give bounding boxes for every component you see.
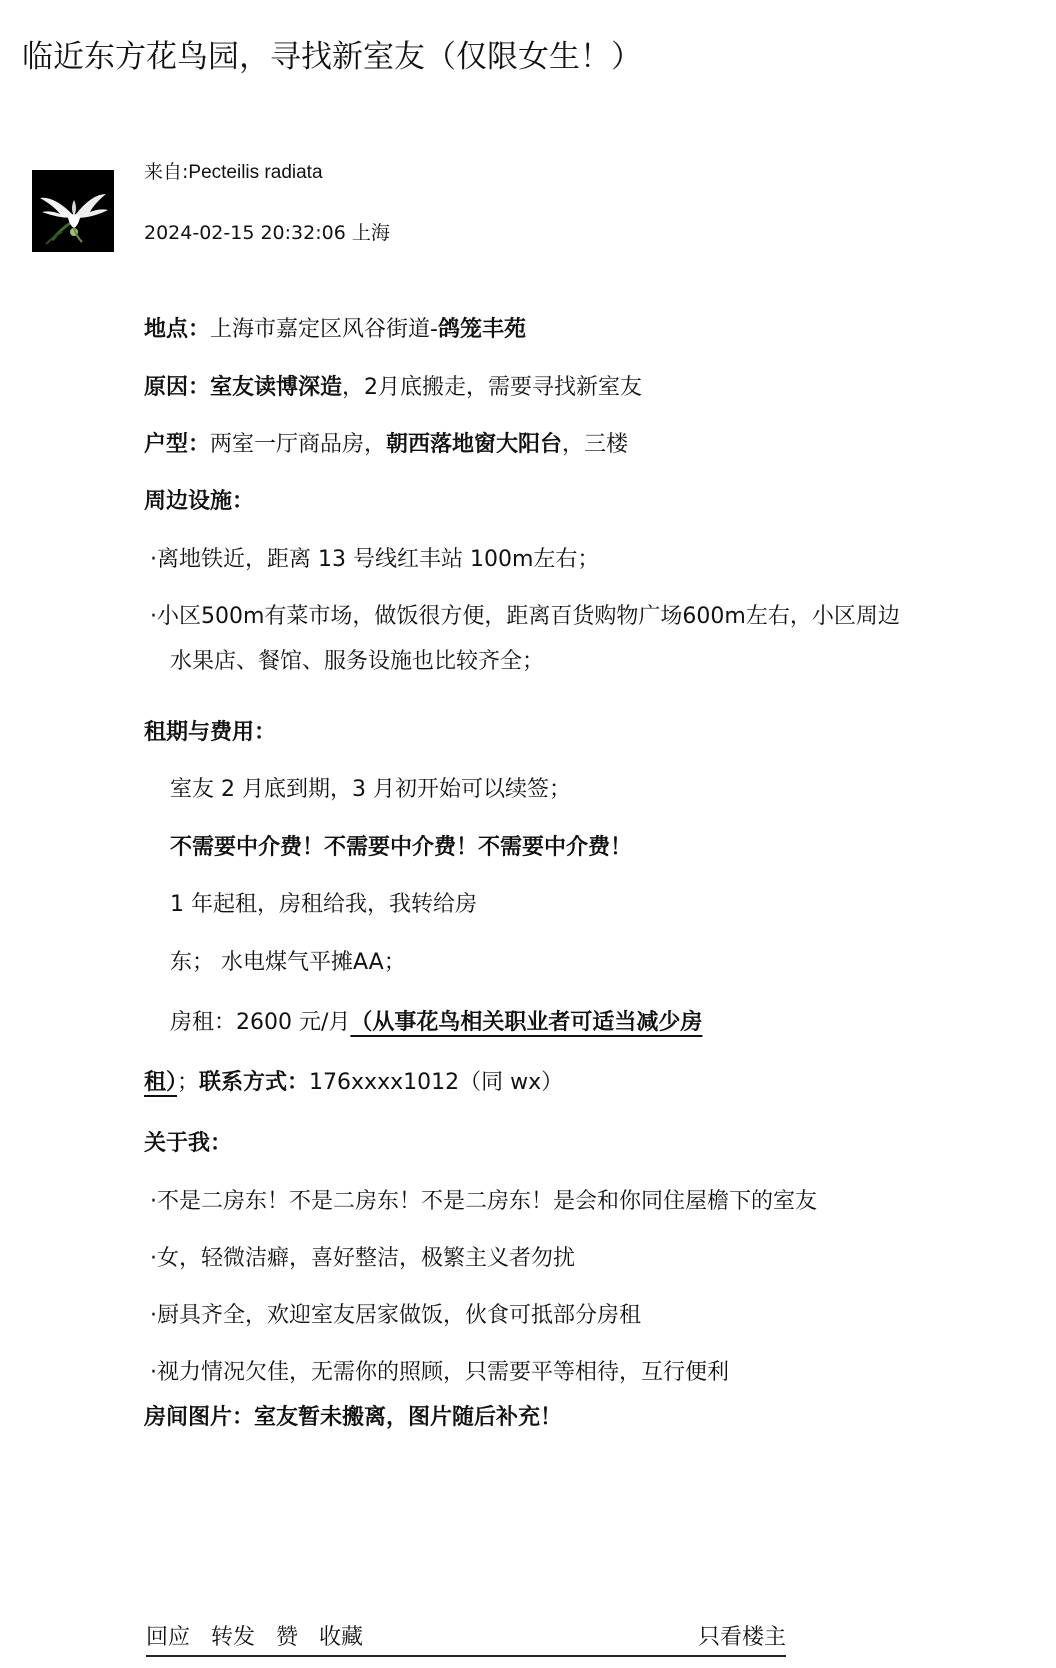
post-title: 临近东方花鸟园，寻找新室友（仅限女生！） — [22, 39, 642, 75]
post-author-line — [144, 157, 323, 188]
room-photos-line — [144, 1402, 562, 1434]
location-value: 上海市嘉定区风谷街道- — [210, 317, 438, 342]
forward-button[interactable]: 转发 — [211, 1625, 256, 1650]
rent-line — [170, 1007, 702, 1039]
author-avatar[interactable] — [32, 170, 114, 252]
reason-label: 原因： — [144, 375, 211, 400]
location-label: 地点： — [144, 317, 211, 342]
lease-heading: 租期与费用： — [144, 720, 277, 745]
room-type-highlight: 朝西落地窗大阳台 — [386, 432, 563, 457]
location-line — [144, 314, 526, 346]
collect-button[interactable]: 收藏 — [319, 1625, 364, 1650]
room-type-line — [144, 429, 628, 461]
author-name-link[interactable]: Pecteilis radiata — [188, 162, 323, 183]
contact-line — [144, 1067, 563, 1099]
rent-discount-note-end: 租） — [144, 1070, 178, 1095]
lease-item-utilities: 东； 水电煤气平摊AA； — [170, 950, 406, 975]
about-item-not-sublandlord: ·不是二房东！不是二房东！不是二房东！是会和你同住屋檐下的室友 — [150, 1189, 817, 1214]
reason-highlight: 室友读博深造 — [210, 375, 343, 400]
about-item-eyesight: ·视力情况欠佳，无需你的照顾，只需要平等相待，互行便利 — [150, 1360, 729, 1385]
post-action-bar — [146, 1621, 786, 1657]
from-prefix: 来自: — [144, 161, 189, 183]
only-op-button[interactable]: 只看楼主 — [697, 1625, 786, 1650]
like-button[interactable]: 赞 — [276, 1625, 299, 1650]
contact-separator: ； — [177, 1070, 200, 1095]
lease-item-renewal: 室友 2 月底到期，3 月初开始可以续签； — [170, 777, 571, 802]
about-heading: 关于我： — [144, 1131, 233, 1156]
reason-line — [144, 372, 642, 404]
location-highlight: 鸽笼丰苑 — [437, 317, 526, 342]
contact-value: 176xxxx1012（同 wx） — [309, 1070, 564, 1095]
post-datetime: 2024-02-15 20:32:06 上海 — [144, 222, 390, 244]
room-photos-label: 房间图片： — [144, 1405, 255, 1430]
lease-item-term: 1 年起租，房租给我，我转给房 — [170, 892, 477, 917]
reply-button[interactable]: 回应 — [146, 1625, 191, 1650]
room-photos-value: 室友暂未搬离，图片随后补充！ — [254, 1405, 563, 1430]
room-type-rest: ，三楼 — [562, 432, 629, 457]
surroundings-item-metro: ·离地铁近，距离 13 号线红丰站 100m左右； — [150, 547, 600, 572]
contact-label: 联系方式： — [199, 1070, 310, 1095]
white-egret-orchid-flower-icon — [32, 170, 114, 252]
rent-price: 房租：2600 元/月 — [170, 1010, 351, 1035]
surroundings-item-market: ·小区500m有菜市场，做饭很方便，距离百货购物广场600m左右，小区周边 — [150, 604, 900, 629]
rent-discount-note: （从事花鸟相关职业者可适当减少房 — [350, 1010, 703, 1035]
lease-item-no-agent-fee: 不需要中介费！不需要中介费！不需要中介费！ — [170, 835, 633, 860]
about-item-tidy: ·女，轻微洁癖，喜好整洁，极繁主义者勿扰 — [150, 1246, 575, 1271]
reason-rest: ，2月底搬走，需要寻找新室友 — [342, 375, 643, 400]
room-type-value: 两室一厅商品房， — [210, 432, 387, 457]
surroundings-item-market-cont: 水果店、餐馆、服务设施也比较齐全； — [170, 649, 545, 674]
surroundings-heading: 周边设施： — [144, 489, 255, 514]
room-type-label: 户型： — [144, 432, 211, 457]
about-item-kitchen: ·厨具齐全，欢迎室友居家做饭，伙食可抵部分房租 — [150, 1303, 641, 1328]
